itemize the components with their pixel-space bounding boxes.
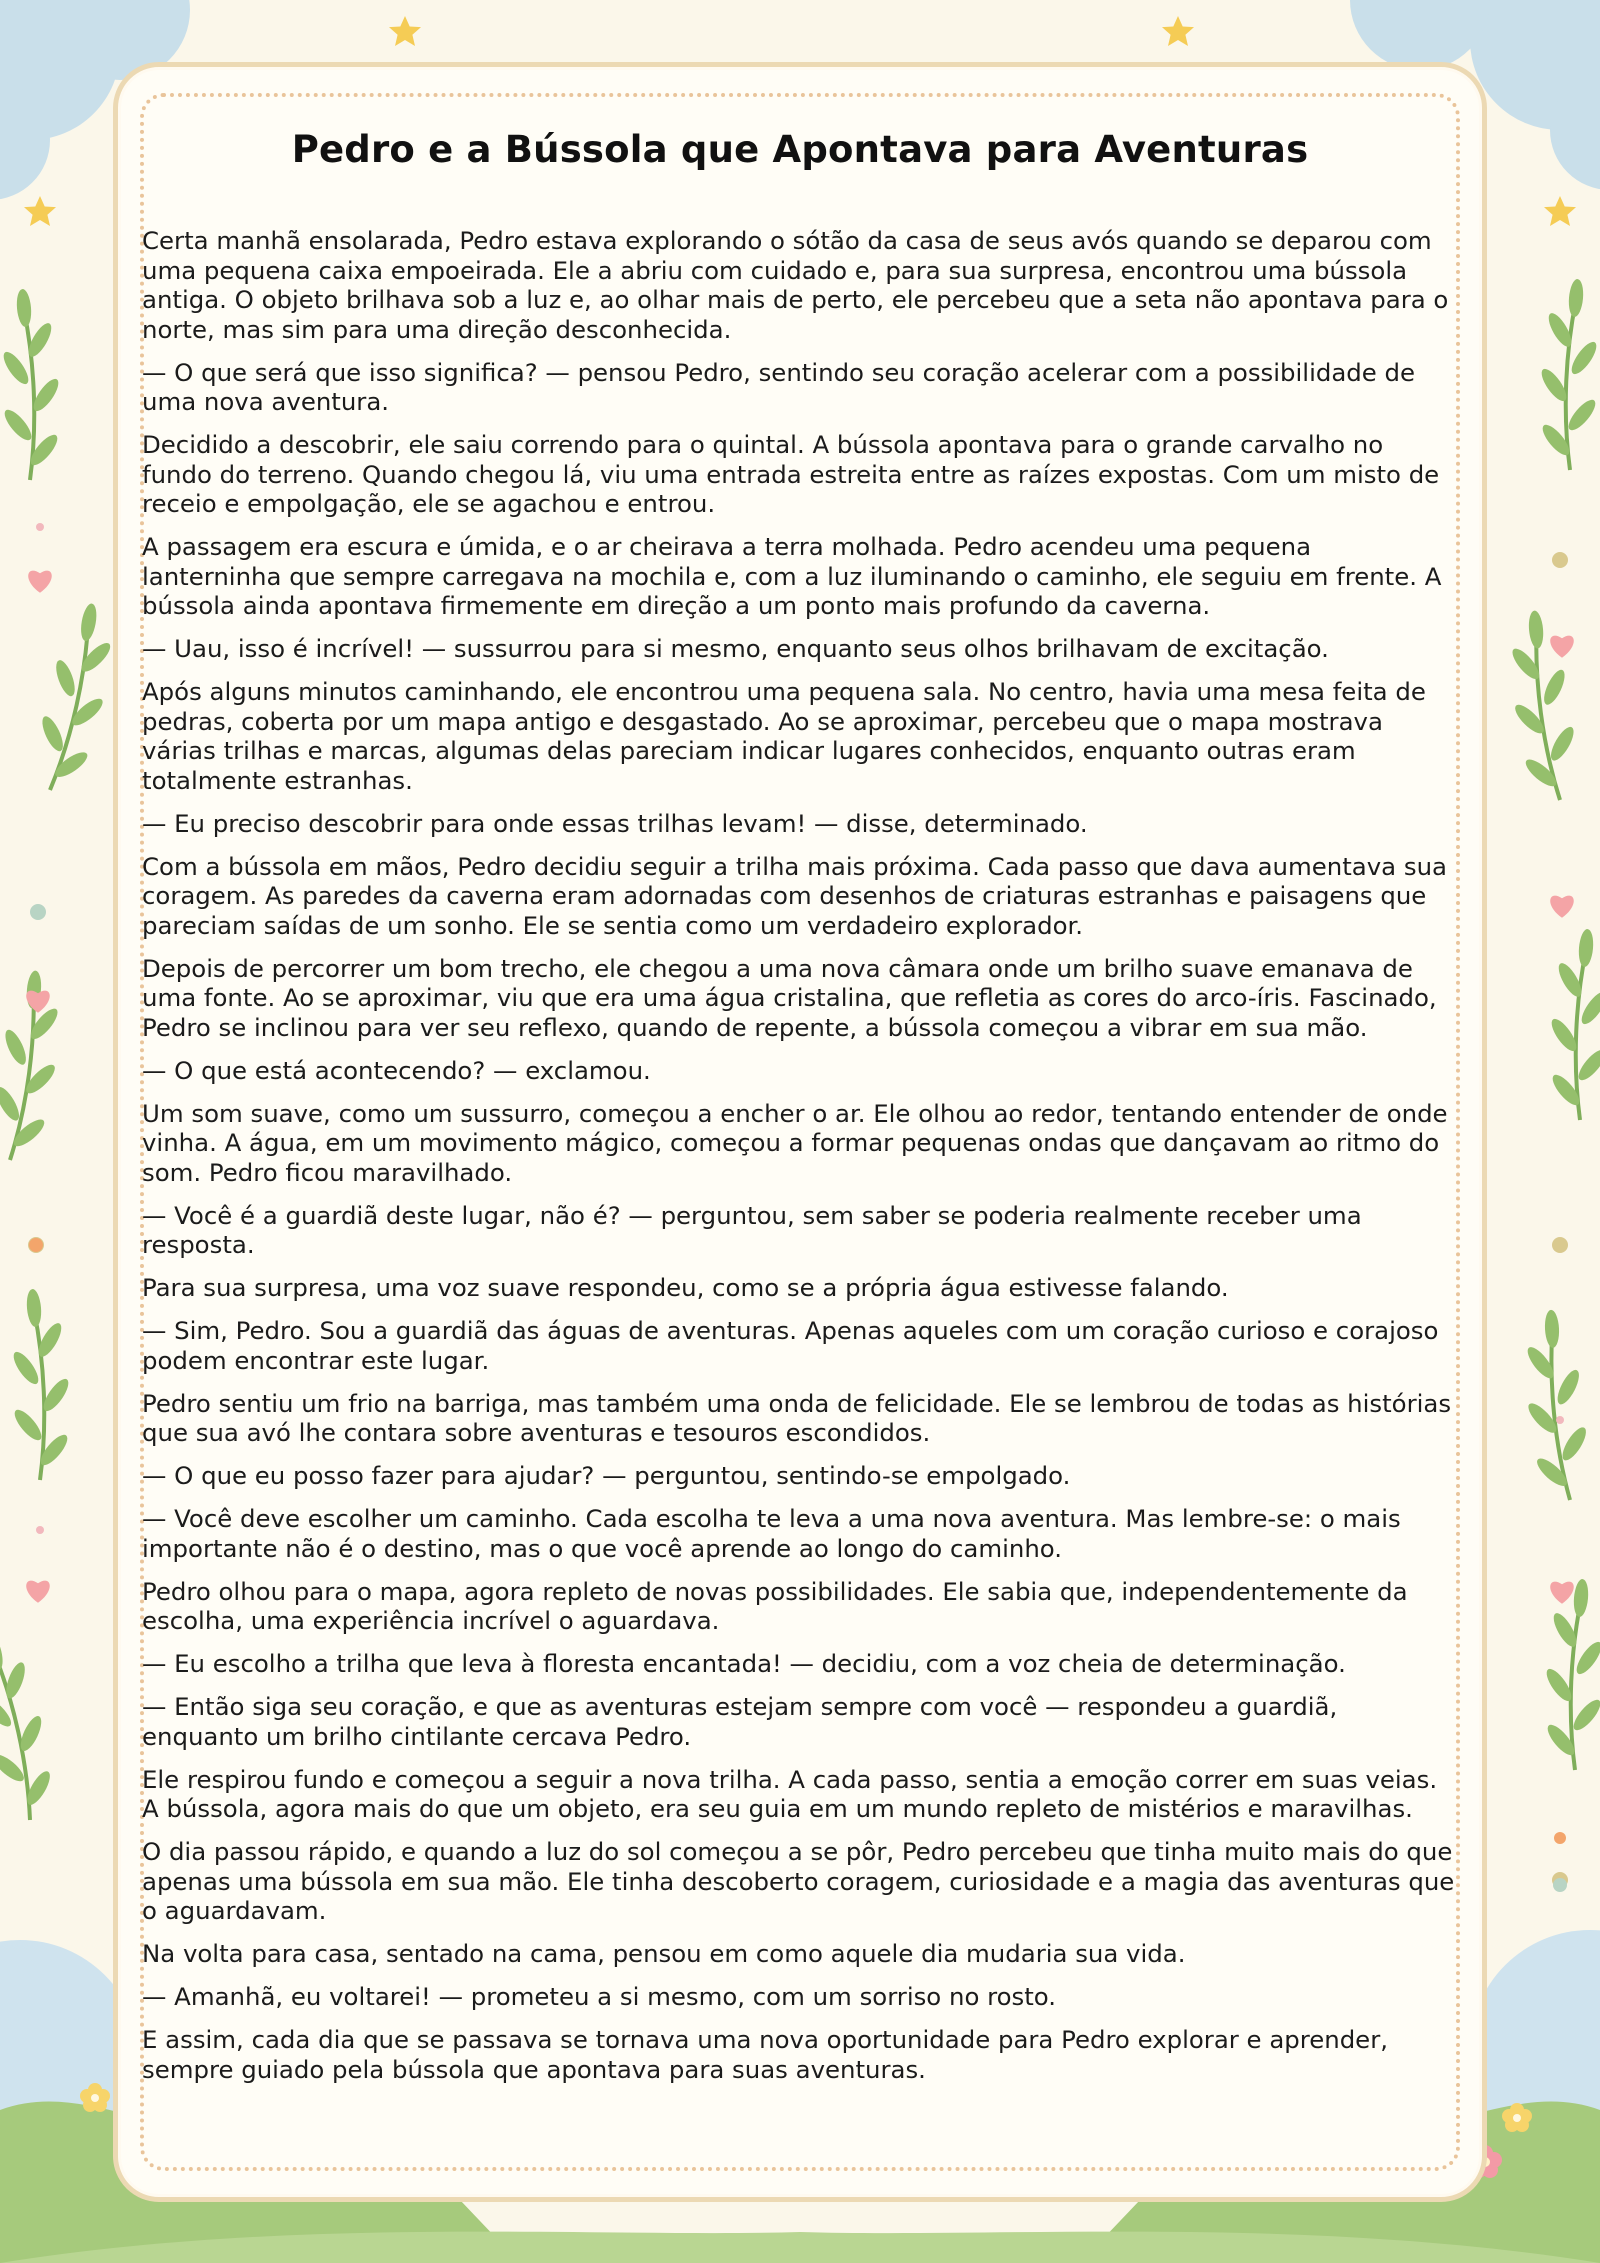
heart-icon [1550, 1582, 1574, 1604]
story-paragraph: Depois de percorrer um bom trecho, ele chegou a uma nova câmara onde um brilho suave emanava de uma fonte. Ao se aproximar, viu que era uma água cristalina, que refletia as cores do arco-íris. Fascinado, Pedro se inclinou para ver seu reflexo, quando de repente, a bússola começou a vibrar em sua mão. [142, 953, 1437, 1042]
story-body [142, 226, 1458, 2098]
story-paragraph: — Você é a guardiã deste lugar, não é? — perguntou, sem saber se poderia realmente receber uma resposta. [142, 1200, 1362, 1259]
leaf-branch-icon [1542, 1578, 1600, 1770]
story-paragraph: — O que eu posso fazer para ajudar? — perguntou, sentindo-se empolgado. [142, 1461, 1071, 1490]
leaf-branch-icon [1495, 606, 1591, 806]
leaf-branch-icon [1511, 1306, 1600, 1504]
story-paragraph: Com a bússola em mãos, Pedro decidiu seguir a trilha mais próxima. Cada passo que dava aumentava sua coragem. As paredes da caverna eram adornadas com desenhos de criaturas estranhas e paisagens que pareciam saídas de um sonho. Ele se sentia como um verdadeiro explorador. [142, 851, 1447, 940]
leaf-branch-icon [0, 1626, 62, 1826]
story-paragraph: Certa manhã ensolarada, Pedro estava explorando o sótão da casa de seus avós quando se deparou com uma pequena caixa empoeirada. Ele a abriu com cuidado e, para sua surpresa, encontrou uma bússola antiga. O objeto brilhava sob a luz e, ao olhar mais de perto, ele percebeu que a seta não apontava para o norte, mas sim para uma direção desconhecida. [142, 226, 1449, 344]
story-paragraph: — Uau, isso é incrível! — sussurrou para si mesmo, enquanto seus olhos brilhavam de excitação. [142, 634, 1329, 663]
story-paragraph: — O que está acontecendo? — exclamou. [142, 1055, 651, 1085]
story-paragraph: Após alguns minutos caminhando, ele encontrou uma pequena sala. No centro, havia uma mesa feita de pedras, coberta por um mapa antigo e desgastado. Ao se aproximar, percebeu que o mapa mostrava várias trilhas e marcas, algumas delas pareciam indicar lugares conhecidos, enquanto outras eram totalmente estranhas. [142, 677, 1426, 795]
story-paragraph: Na volta para casa, sentado na cama, pensou em como aquele dia mudaria sua vida. [142, 1939, 1186, 1968]
star-icon [24, 196, 56, 226]
story-paragraph: — Amanhã, eu voltarei! — prometeu a si mesmo, com um sorriso no rosto. [142, 1982, 1057, 2011]
story-paragraph: — Eu escolho a trilha que leva à floresta encantada! — decidiu, com a voz cheia de determinação. [142, 1649, 1346, 1678]
star-icon [1162, 16, 1194, 46]
story-paragraph: Um som suave, como um sussurro, começou a encher o ar. Ele olhou ao redor, tentando entender de onde vinha. A água, em um movimento mágico, começou a formar pequenas ondas que dançavam ao ritmo do som. Pedro ficou maravilhado. [142, 1098, 1448, 1187]
story-title: Pedro e a Bússola que Apontava para Aventuras [291, 128, 1309, 171]
story-paragraph: E assim, cada dia que se passava se tornava uma nova oportunidade para Pedro explorar e aprender, sempre guiado pela bússola que apontava para suas aventuras. [142, 2025, 1388, 2084]
story-paragraph: Decidido a descobrir, ele saiu correndo para o quintal. A bússola apontava para o grande carvalho no fundo do terreno. Quando chegou lá, viu uma entrada estreita entre as raízes expostas. Com um misto de receio e empolgação, ele se agachou e entrou. [142, 430, 1440, 518]
story-paragraph: Para sua surpresa, uma voz suave respondeu, como se a própria água estivesse falando. [142, 1273, 1229, 1302]
story-paragraph: — O que será que isso significa? — pensou Pedro, sentindo seu coração acelerar com a possibilidade de uma nova aventura. [142, 357, 1416, 416]
heart-icon [28, 571, 52, 593]
star-icon [1544, 196, 1576, 226]
star-icon [389, 16, 421, 46]
story-paragraph: Pedro sentiu um frio na barriga, mas também uma onda de felicidade. Ele se lembrou de todas as histórias que sua avó lhe contara sobre aventuras e tesouros escondidos. [142, 1388, 1452, 1447]
heart-icon [1550, 896, 1574, 918]
heart-icon [26, 1581, 50, 1603]
story-paragraph: Ele respirou fundo e começou a seguir a nova trilha. A cada passo, sentia a emoção correr em suas veias. A bússola, agora mais do que um objeto, era seu guia em um mundo repleto de mistérios e maravilhas. [142, 1764, 1438, 1823]
story-paragraph: — Então siga seu coração, e que as aventuras estejam sempre com você — respondeu a guardiã, enquanto um brilho cintilante cercava Pedro. [142, 1692, 1338, 1751]
leaf-branch-icon [0, 288, 63, 480]
story-paragraph: — Sim, Pedro. Sou a guardiã das águas de aventuras. Apenas aqueles com um coração curioso e corajoso podem encontrar este lugar. [142, 1316, 1439, 1375]
story-paragraph: O dia passou rápido, e quando a luz do sol começou a se pôr, Pedro percebeu que tinha muito mais do que apenas uma bússola em sua mão. Ele tinha descoberto coragem, curiosidade e a magia das aventuras que o aguardavam. [142, 1837, 1455, 1925]
story-paragraph: — Você deve escolher um caminho. Cada escolha te leva a uma nova aventura. Mas lembre-se: o mais importante não é o destino, mas o que você aprende ao longo do caminho. [142, 1504, 1401, 1563]
heart-icon [1550, 636, 1574, 658]
story-paragraph: A passagem era escura e úmida, e o ar cheirava a terra molhada. Pedro acendeu uma pequena lanterninha que sempre carregava na mochila e, com a luz iluminando o caminho, ele seguiu em frente. A bússola ainda apontava firmemente em direção a um ponto mais profundo da caverna. [142, 532, 1442, 620]
leaf-branch-icon [1547, 928, 1600, 1120]
story-paragraph: Pedro olhou para o mapa, agora repleto de novas possibilidades. Ele sabia que, independentemente da escolha, uma experiência incrível o aguardava. [142, 1576, 1408, 1635]
leaf-branch-icon [1537, 278, 1600, 470]
leaf-branch-icon [9, 1288, 72, 1480]
story-paragraph: — Eu preciso descobrir para onde essas trilhas levam! — disse, determinado. [142, 808, 1088, 838]
heart-icon [26, 991, 50, 1013]
